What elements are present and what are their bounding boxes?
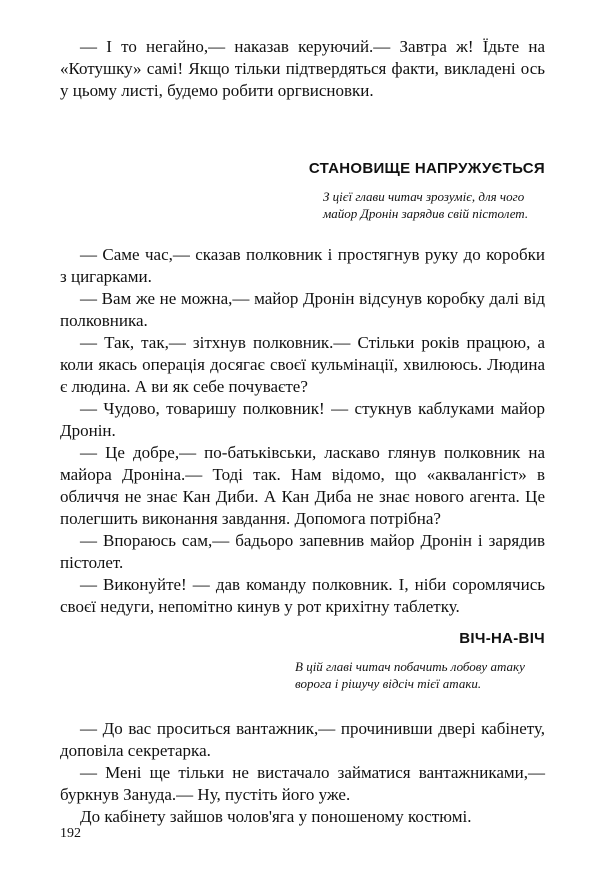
chapter-title-1: СТАНОВИЩЕ НАПРУЖУЄТЬСЯ	[308, 160, 545, 177]
paragraph: — Мені ще тільки не вистачало займатися вантажниками,— буркнув Зануда.— Ну, пустіть його уже.	[60, 763, 545, 804]
chapter-title-2: ВІЧ-НА-ВІЧ	[459, 630, 545, 647]
paragraph: — Саме час,— сказав полковник і простягнув руку до коробки з цигарками.	[60, 245, 545, 286]
chapter-text-1	[60, 244, 545, 618]
paragraph: — Виконуйте! — дав команду полковник. І, ніби соромлячись своєї недуги, непомітно кинув у рот крихітну таблетку.	[60, 575, 545, 616]
chapter-text-2	[60, 718, 545, 828]
paragraph: — Вам же не можна,— майор Дронін відсунув коробку далі від полковника.	[60, 289, 545, 330]
paragraph: — Впораюсь сам,— бадьоро запевнив майор Дронін і зарядив пістолет.	[60, 531, 545, 572]
paragraph: — До вас проситься вантажник,— прочинивши двері кабінету, доповіла секретарка.	[60, 719, 545, 760]
paragraph: — Чудово, товаришу полковник! — стукнув каблуками майор Дронін.	[60, 399, 545, 440]
paragraph: — Так, так,— зітхнув полковник.— Стільки років працюю, а коли якась операція досягає своєї кульмінації, хвилююсь. Людина є людина. А ви як себе почуваєте?	[60, 333, 545, 396]
opening-text	[60, 36, 545, 102]
paragraph: До кабінету зайшов чолов'яга у поношеному костюмі.	[80, 807, 472, 826]
paragraph: — І то негайно,— наказав керуючий.— Завтра ж! Їдьте на «Котушку» самі! Якщо тільки підтвердяться факти, викладені ось у цьому листі, будемо робити оргвисновки.	[60, 37, 545, 100]
paragraph: — Це добре,— по-батьківськи, ласкаво глянув полковник на майора Дроніна.— Тоді так. Нам відомо, що «аквалангіст» в обличчя не знає Кан Диби. А Кан Диба не знає нового агента. Це полегшить виконання завдання. Допомога потрібна?	[60, 443, 545, 528]
chapter-epigraph-1: З цієї глави читач зрозуміє, для чого майор Дронін зарядив свій пістолет.	[323, 189, 529, 221]
chapter-epigraph-2: В цій главі читач побачить лобову атаку ворога і рішучу відсіч тієї атаки.	[295, 659, 525, 691]
page-number: 192	[60, 826, 81, 841]
